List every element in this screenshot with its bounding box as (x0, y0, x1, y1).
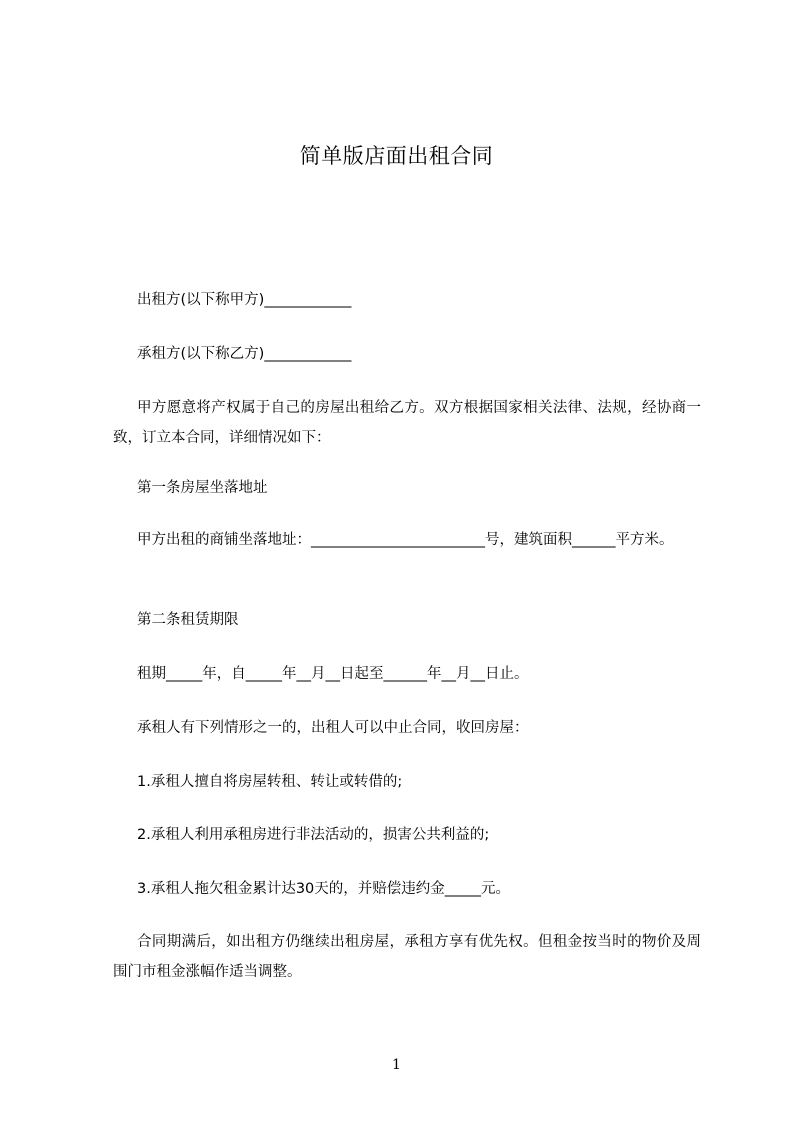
page-number: 1 (392, 1057, 401, 1073)
lease-term-line: 租期_____年，自_____年__月__日起至______年__月__日止。 (137, 666, 529, 682)
renewal-paragraph: 合同期满后，如出租方仍继续出租房屋，承租方享有优先权。但租金按当时的物价及周围门市租金涨幅作适当调整。 (113, 934, 701, 980)
article1-heading: 第一条房屋坐落地址 (137, 480, 268, 496)
document-title: 简单版店面出租合同 (299, 144, 494, 168)
termination-intro: 承租人有下列情形之一的，出租人可以中止合同，收回房屋： (137, 720, 529, 736)
intro-paragraph: 甲方愿意将产权属于自己的房屋出租给乙方。双方根据国家相关法律、法规，经协商一致，订立本合同，详细情况如下： (113, 400, 701, 446)
lessor-line: 出租方(以下称甲方)____________ (137, 292, 352, 308)
termination-item: 2.承租人利用承租房进行非法活动的，损害公共利益的; (137, 827, 490, 843)
termination-item: 1.承租人擅自将房屋转租、转让或转借的; (137, 774, 403, 790)
lessee-line: 承租方(以下称乙方)____________ (137, 346, 352, 362)
article2-heading: 第二条租赁期限 (137, 612, 239, 628)
termination-item: 3.承租人拖欠租金累计达30天的，并赔偿违约金_____元。 (137, 881, 511, 897)
article1-text: 甲方出租的商铺坐落地址：________________________号，建筑面积______平方米。 (137, 532, 674, 548)
